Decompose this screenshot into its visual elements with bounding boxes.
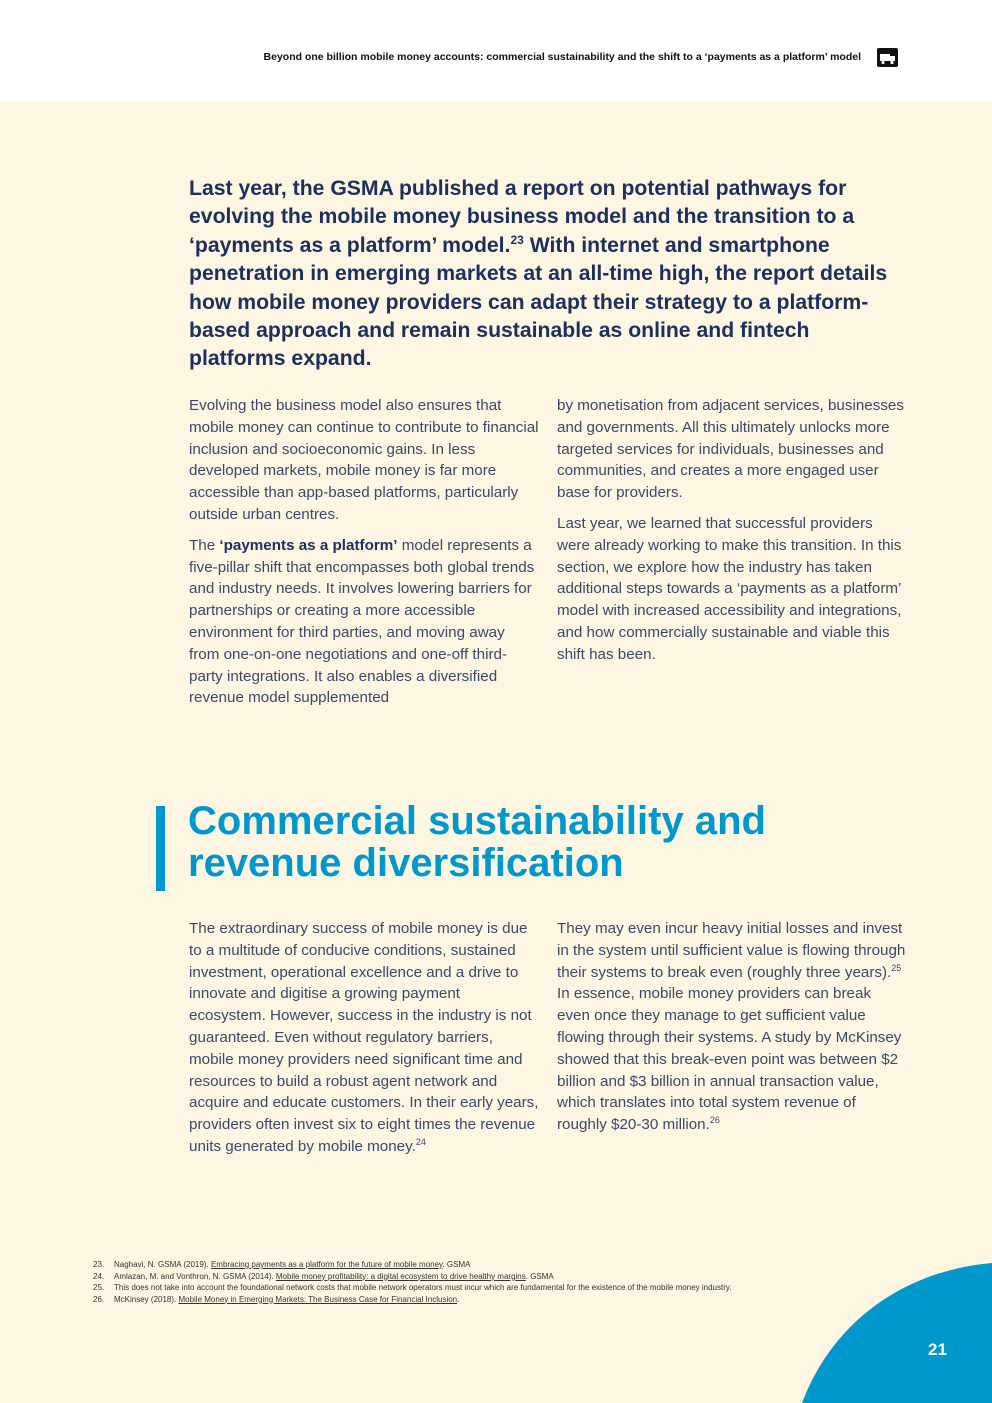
footnote-item [93,1294,813,1306]
heading-accent-bar [156,806,165,891]
page-number: 21 [928,1340,947,1359]
footnote-number: 25. [93,1283,105,1292]
footnote-link[interactable]: Embracing payments as a platform for the future of mobile money [210,1260,443,1269]
footnote-publisher: . [457,1294,460,1304]
body-text: They may even incur heavy initial losses and invest in the system until sufficient value is flowing through their systems to break even (roughly three years). [557,920,906,981]
body-paragraph [189,918,539,1158]
section-heading-line-1: Commercial sustainability and [188,799,766,843]
body-text: The [189,536,220,554]
footnotes [93,1259,813,1305]
footnote-link[interactable]: Mobile money profitability: a digital ecosystem to drive healthy margins [275,1271,526,1281]
footnote-publisher: . GSMA [525,1271,554,1281]
footnote-text: This does not take into account the foundational network costs that mobile network operators must incur which are fundamental for the existence of the mobile money industry. [114,1283,732,1292]
top-column-right [557,395,907,675]
report-title: Beyond one billion mobile money accounts: commercial sustainability and the shift to a ‘payments as a platform’ model [263,51,861,63]
footnote-number: 26. [93,1294,105,1304]
body-text: model represents a five-pillar shift that encompasses both global trends and industry needs. It involves lowering barriers for partnerships or creating a more accessible environment for third parties, and moving away from one-on-one negotiations and one-off third-party integrations. It also enables a diversified revenue model supplemented [189,536,535,707]
footnote-link[interactable]: Mobile Money in Emerging Markets: The Business Case for Financial Inclusion [178,1294,458,1304]
footnote-text [114,1259,470,1271]
bottom-column-left [189,918,539,1167]
body-paragraph [189,535,539,709]
top-column-left [189,395,539,718]
footnote-citation: Amlazan, M. and Vonthron, N. GSMA (2014). [114,1271,276,1281]
footnote-number: 24. [93,1271,105,1281]
intro-paragraph [189,175,909,374]
footnote-ref-26[interactable]: 26 [709,1115,720,1126]
truck-icon[interactable] [877,48,898,67]
footnote-item [93,1271,813,1283]
corner-decoration [792,1253,992,1403]
footnote-citation: McKinsey (2018). [114,1294,179,1304]
intro-text-2: With internet and smartphone penetration in emerging markets at an all-time high, the report details how mobile money providers can adapt their strategy to a platform-based approach and remain sustainable as online and fintech platforms expand. [189,233,888,371]
body-paragraph [557,918,907,1136]
footnote-ref-23[interactable]: 23 [510,232,524,247]
body-text: In essence, mobile money providers can break even once they manage to get sufficient value flowing through their systems. A study by McKinsey showed that this break-even point was between $2 billion and $3 billion in annual transaction value, which translates into total system revenue of roughly $20-30 million. [557,985,902,1134]
section-heading [188,800,908,884]
emphasis-text: ‘payments as a platform’ [219,536,398,554]
footnote-text [114,1294,459,1306]
footnote-citation: Naghavi, N. GSMA (2019). [114,1260,211,1269]
footnote-publisher: . GSMA [442,1260,471,1269]
footnote-item [93,1259,813,1271]
body-paragraph: Evolving the business model also ensures that mobile money can continue to contribute to financial inclusion and socioeconomic gains. In less developed markets, mobile money is far more accessible than app-based platforms, particularly outside urban centres. [189,397,539,523]
footnote-ref-24[interactable]: 24 [415,1136,426,1147]
body-paragraph: Last year, we learned that successful providers were already working to make this transition. In this section, we explore how the industry has taken additional steps towards a ‘payments as a platform’ model with increased accessibility and integrations, and how commercially sustainable and viable this shift has been. [557,514,902,663]
bottom-column-right [557,918,907,1145]
footnote-text [114,1271,554,1283]
body-paragraph: by monetisation from adjacent services, businesses and governments. All this ultimately unlocks more targeted services for individuals, businesses and communities, and creates a more engaged user base for providers. [557,397,904,502]
page-header [0,0,992,101]
body-text: The extraordinary success of mobile money is due to a multitude of conducive conditions, sustained investment, operational excellence and a drive to innovate and digitise a growing payment ecosystem. However, success in the industry is not guaranteed. Even without regulatory barriers, mobile money providers need significant time and resources to build a robust agent network and acquire and educate customers. In their early years, providers often invest six to eight times the revenue units generated by mobile money. [189,920,539,1155]
footnote-item [93,1282,813,1294]
section-heading-line-2: revenue diversification [188,841,624,885]
intro-text-1: Last year, the GSMA published a report on potential pathways for evolving the mobile money business model and the transition to a ‘payments as a platform’ model. [189,177,855,257]
footnote-ref-25[interactable]: 25 [891,962,902,973]
footnote-number: 23. [93,1260,105,1269]
